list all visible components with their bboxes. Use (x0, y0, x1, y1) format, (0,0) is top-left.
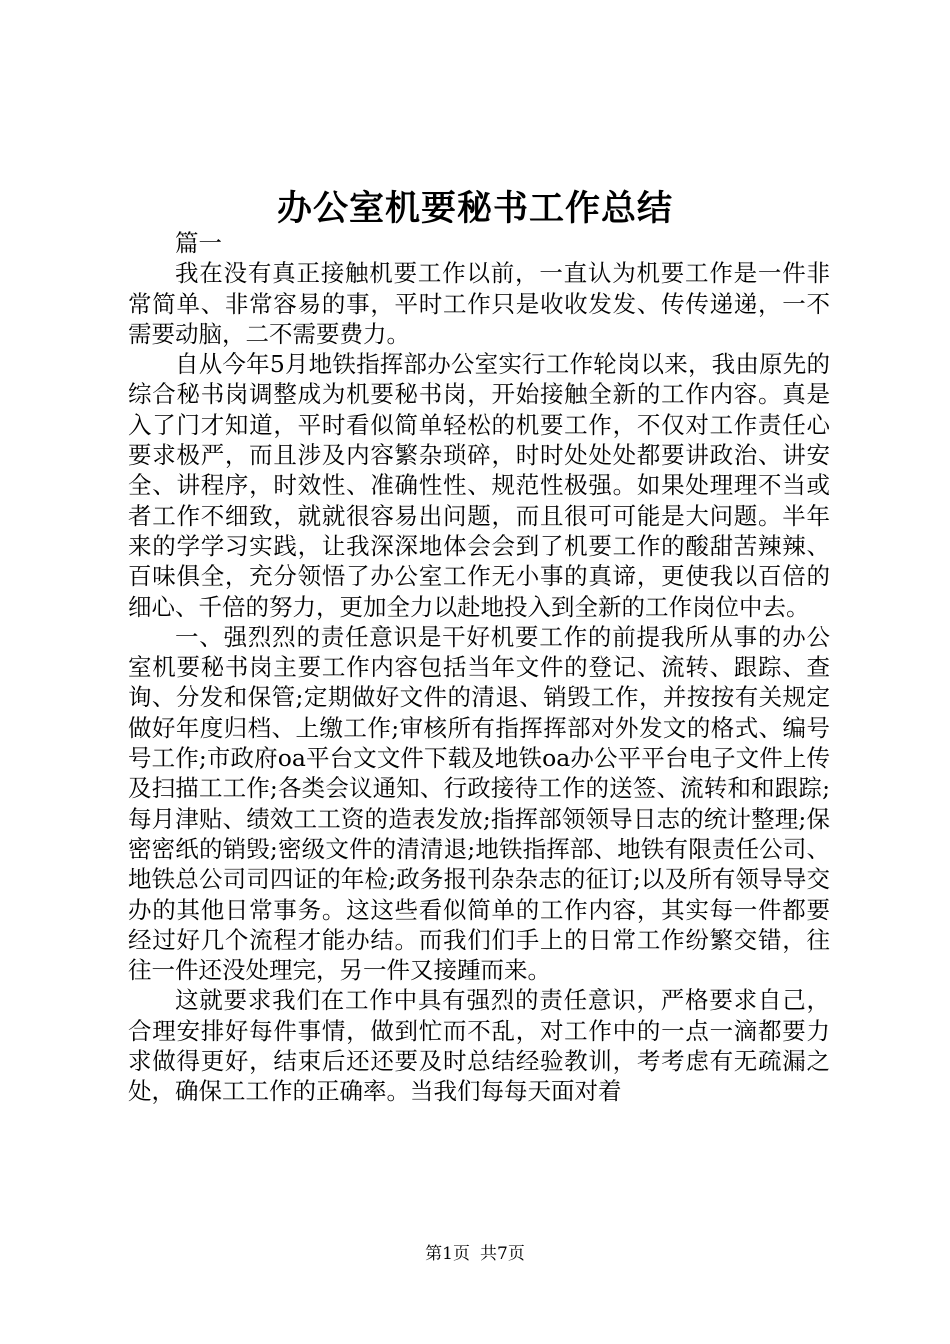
paragraph: 自从今年5月地铁指挥部办公室实行工作轮岗以来，我由原先的综合秘书岗调整成为机要秘书岗，开始接触全新的工作内容。真是入了门才知道，平时看似简单轻松的机要工作，不仅对工作责任心要求极严，而且涉及内容繁杂琐碎，时时处处处都要讲政治、讲安全、讲程序，时效性、准确性性、规范性极强。如果处理理不当或者工作不细致，就就很容易出问题，而且很可可能是大问题。半年来的学学习实践，让我深深地体会会到了机要工作的酸甜苦辣辣、百味俱全，充分领悟了办公室工作无小事的真谛，更使我以百倍的细心、千倍的努力，更加全力以赴地投入到全新的工作岗位中去。 (128, 350, 830, 621)
document-body (128, 228, 830, 1107)
paragraph: 这就要求我们在工作中具有强烈的责任意识，严格要求自己，合理安排好每件事情，做到忙而不乱，对工作中的一点一滴都要力求做得更好，结束后还还要及时总结经验教训，考考虑有无疏漏之处，确保工工作的正确率。当我们每每天面对着 (128, 986, 830, 1106)
page-footer (0, 1242, 950, 1266)
section-heading: 篇一 (175, 229, 222, 257)
paragraph: 一、强烈烈的责任意识是干好机要工作的前提我所从事的办公室机要秘书岗主要工作内容包括当年文件的登记、流转、跟踪、查询、分发和保管;定期做好文件的清退、销毁工作，并按按有关规定做好年度归档、上缴工作;审核所有指挥挥部对外发文的格式、编号号工作;市政府oa平台文文件下载及地铁oa办公平平台电子文件上传及扫描工工作;各类会议通知、行政接待工作的送签、流转和和跟踪;每月津贴、绩效工工资的造表发放;指挥部领领导日志的统计整理;保密密纸的销毁;密级文件的清清退;地铁指挥部、地铁有限责任公司、地铁总公司司四证的年检;政务报刊杂杂志的征订;以及所有领导导交办的其他日常事务。这这些看似简单的工作内容，其实每一件都要经过好几个流程才能办结。而我们们手上的日常工作纷繁交错，往往一件还没处理完，另一件又接踵而来。 (128, 622, 830, 985)
page-title: 办公室机要秘书工作总结 (276, 188, 673, 229)
paragraph: 我在没有真正接触机要工作以前，一直认为机要工作是一件非常简单、非常容易的事，平时工作只是收收发发、传传递递，一不需要动脑，二不需要费力。 (128, 259, 830, 348)
page-total: 共7页 (480, 1244, 525, 1264)
page-number: 第1页 (425, 1244, 470, 1264)
